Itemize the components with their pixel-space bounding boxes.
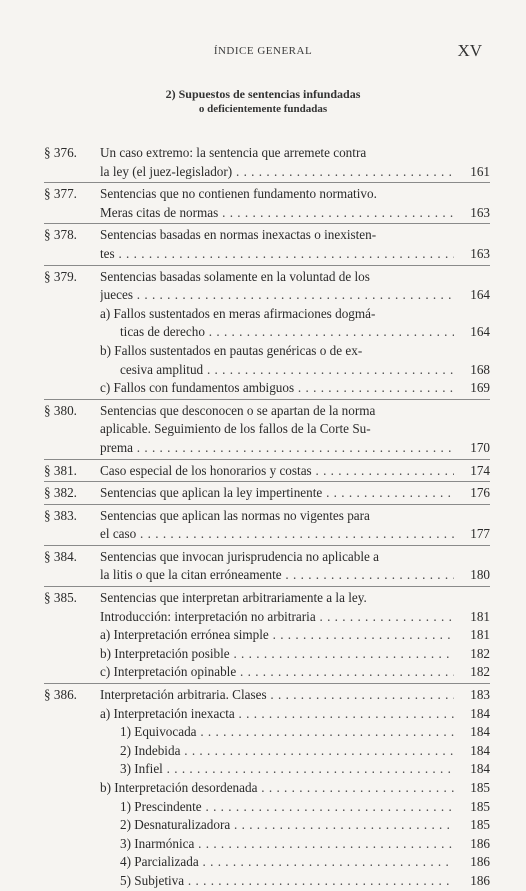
- toc-line: [44, 798, 490, 817]
- entry-text: Interpretación arbitraria. Clases . . .: [100, 686, 454, 705]
- section-number: § 379.: [44, 268, 77, 284]
- entry-text: b) Interpretación posible . . .: [100, 645, 454, 664]
- toc-line: [44, 144, 490, 163]
- toc-line: [44, 204, 490, 223]
- entry-text: Sentencias que invocan jurisprudencia no aplicable a: [100, 548, 380, 564]
- toc-line: [44, 439, 490, 458]
- page-ref: 161: [470, 163, 490, 179]
- page-ref: 164: [470, 324, 490, 340]
- page-ref: 184: [470, 742, 490, 758]
- running-header: ÍNDICE GENERAL: [213, 45, 313, 57]
- section-number: § 380.: [44, 402, 77, 418]
- page-ref: 176: [470, 485, 490, 501]
- toc-line: [44, 245, 490, 264]
- toc-line: [44, 853, 490, 872]
- page-ref: 169: [470, 380, 490, 396]
- toc-entry: [44, 268, 490, 398]
- toc-line: [44, 686, 490, 705]
- toc-line: [44, 507, 490, 526]
- entry-divider: [44, 545, 490, 546]
- section-number: § 384.: [44, 548, 77, 564]
- toc-line: [44, 525, 490, 544]
- toc-line: [44, 286, 490, 305]
- entry-text: Sentencias que no contienen fundamento normativo.: [100, 186, 377, 202]
- entry-text: c) Interpretación opinable . . .: [100, 663, 454, 682]
- page-ref: 184: [470, 724, 490, 740]
- toc-line: [44, 402, 490, 421]
- page-ref: 180: [470, 567, 490, 583]
- toc-line: [44, 705, 490, 724]
- toc-line: [44, 185, 490, 204]
- entry-text: 1) Prescindente . . .: [100, 798, 454, 817]
- entry-divider: [44, 399, 490, 400]
- entry-text: Caso especial de los honorarios y costas . . .: [100, 462, 454, 481]
- entry-text: Sentencias que desconocen o se apartan de la norma: [100, 402, 376, 418]
- section-number: § 382.: [44, 485, 77, 501]
- page-ref: 170: [470, 439, 490, 455]
- page-ref: 186: [470, 835, 490, 851]
- toc-entry: [44, 589, 490, 682]
- page-ref: 184: [470, 761, 490, 777]
- section-heading-line-2: o deficientemente fundadas: [198, 103, 328, 115]
- entry-text: Sentencias basadas solamente en la voluntad de los: [100, 268, 370, 284]
- toc-line: [44, 608, 490, 627]
- toc-line: [44, 566, 490, 585]
- section-number: § 385.: [44, 590, 77, 606]
- section-heading-line-1: 2) Supuestos de sentencias infundadas: [165, 87, 361, 101]
- toc-line: [44, 323, 490, 342]
- entry-text: Sentencias que interpretan arbitrariamente a la ley.: [100, 590, 367, 606]
- section-number: § 381.: [44, 462, 77, 478]
- entry-text: 4) Parcializada . . .: [100, 853, 454, 872]
- toc-line: [44, 462, 490, 481]
- toc-entry: [44, 484, 490, 503]
- page-ref: 182: [470, 645, 490, 661]
- section-number: § 378.: [44, 227, 77, 243]
- toc-line: [44, 872, 490, 891]
- toc-line: [44, 305, 490, 324]
- entry-text: la litis o que la citan erróneamente . . .: [100, 566, 454, 585]
- entry-text: a) Interpretación inexacta . . .: [100, 705, 454, 724]
- entry-text: Meras citas de normas . . .: [100, 204, 454, 223]
- toc-entry: [44, 144, 490, 181]
- toc-entries: [44, 144, 490, 891]
- entry-divider: [44, 481, 490, 482]
- roman-page-number: XV: [457, 41, 482, 60]
- toc-line: [44, 626, 490, 645]
- entry-text: b) Fallos sustentados en pautas genéricas o de ex-: [100, 342, 363, 358]
- toc-line: [44, 779, 490, 798]
- entry-text: 3) Infiel . . .: [100, 760, 454, 779]
- entry-text: b) Interpretación desordenada . . .: [100, 779, 454, 798]
- entry-divider: [44, 504, 490, 505]
- toc-line: [44, 342, 490, 361]
- entry-text: aplicable. Seguimiento de los fallos de la Corte Su-: [100, 421, 371, 437]
- entry-text: tes . . .: [100, 245, 454, 264]
- entry-divider: [44, 683, 490, 684]
- entry-divider: [44, 182, 490, 183]
- page-ref: 181: [470, 608, 490, 624]
- entry-text: Sentencias que aplican la ley impertinente . . .: [100, 484, 454, 503]
- toc-line: [44, 548, 490, 567]
- page-ref: 183: [470, 687, 490, 703]
- entry-text: Sentencias que aplican las normas no vigentes para: [100, 507, 370, 523]
- page-ref: 185: [470, 798, 490, 814]
- toc-line: [44, 723, 490, 742]
- entry-text: cesiva amplitud . . .: [100, 361, 454, 380]
- entry-text: c) Fallos con fundamentos ambiguos . . .: [100, 379, 454, 398]
- toc-entry: [44, 507, 490, 544]
- entry-text: 3) Inarmónica . . .: [100, 835, 454, 854]
- toc-line: [44, 268, 490, 287]
- toc-line: [44, 645, 490, 664]
- page-ref: 185: [470, 780, 490, 795]
- toc-line: [44, 361, 490, 380]
- entry-text: Introducción: interpretación no arbitraria . . .: [100, 608, 454, 627]
- entry-text: prema . . .: [100, 439, 454, 458]
- entry-text: 2) Indebida . . .: [100, 742, 454, 761]
- toc-entry: [44, 548, 490, 585]
- section-number: § 377.: [44, 186, 77, 202]
- entry-divider: [44, 586, 490, 587]
- page-ref: 163: [470, 245, 490, 261]
- page-ref: 181: [470, 627, 490, 643]
- toc-entry: [44, 462, 490, 481]
- entry-text: jueces . . .: [100, 286, 454, 305]
- page-ref: 174: [470, 462, 490, 478]
- entry-divider: [44, 459, 490, 460]
- toc-line: [44, 816, 490, 835]
- section-number: § 383.: [44, 507, 77, 523]
- page-ref: 164: [470, 287, 490, 303]
- entry-text: Sentencias basadas en normas inexactas o inexisten-: [100, 227, 377, 243]
- toc-line: [44, 742, 490, 761]
- entry-text: Un caso extremo: la sentencia que arremete contra: [100, 145, 367, 160]
- page-ref: 186: [470, 872, 490, 888]
- entry-divider: [44, 223, 490, 224]
- entry-text: a) Fallos sustentados en meras afirmaciones dogmá-: [100, 305, 376, 321]
- section-number: § 386.: [44, 687, 77, 703]
- page-ref: 186: [470, 854, 490, 870]
- page-ref: 184: [470, 705, 490, 721]
- entry-text: 2) Desnaturalizadora . . .: [100, 816, 454, 835]
- toc-line: [44, 589, 490, 608]
- entry-divider: [44, 265, 490, 266]
- toc-line: [44, 420, 490, 439]
- toc-line: [44, 379, 490, 398]
- entry-text: la ley (el juez-legislador) . . .: [100, 163, 454, 182]
- page-ref: 177: [470, 526, 490, 542]
- page-ref: 168: [470, 361, 490, 377]
- entry-text: a) Interpretación errónea simple . . .: [100, 626, 454, 645]
- entry-text: 5) Subjetiva . . .: [100, 872, 454, 891]
- entry-text: ticas de derecho . . .: [100, 323, 454, 342]
- toc-line: [44, 663, 490, 682]
- toc-line: [44, 835, 490, 854]
- toc-line: [44, 484, 490, 503]
- toc-line: [44, 163, 490, 182]
- page-ref: 163: [470, 204, 490, 220]
- toc-entry: [44, 185, 490, 222]
- page-ref: 185: [470, 817, 490, 833]
- toc-entry: [44, 402, 490, 458]
- toc-entry: [44, 686, 490, 891]
- section-number: § 376.: [44, 145, 77, 160]
- toc-line: [44, 226, 490, 245]
- toc-line: [44, 760, 490, 779]
- toc-entry: [44, 226, 490, 263]
- page-ref: 182: [470, 664, 490, 680]
- entry-text: 1) Equivocada . . .: [100, 723, 454, 742]
- entry-text: el caso . . .: [100, 525, 454, 544]
